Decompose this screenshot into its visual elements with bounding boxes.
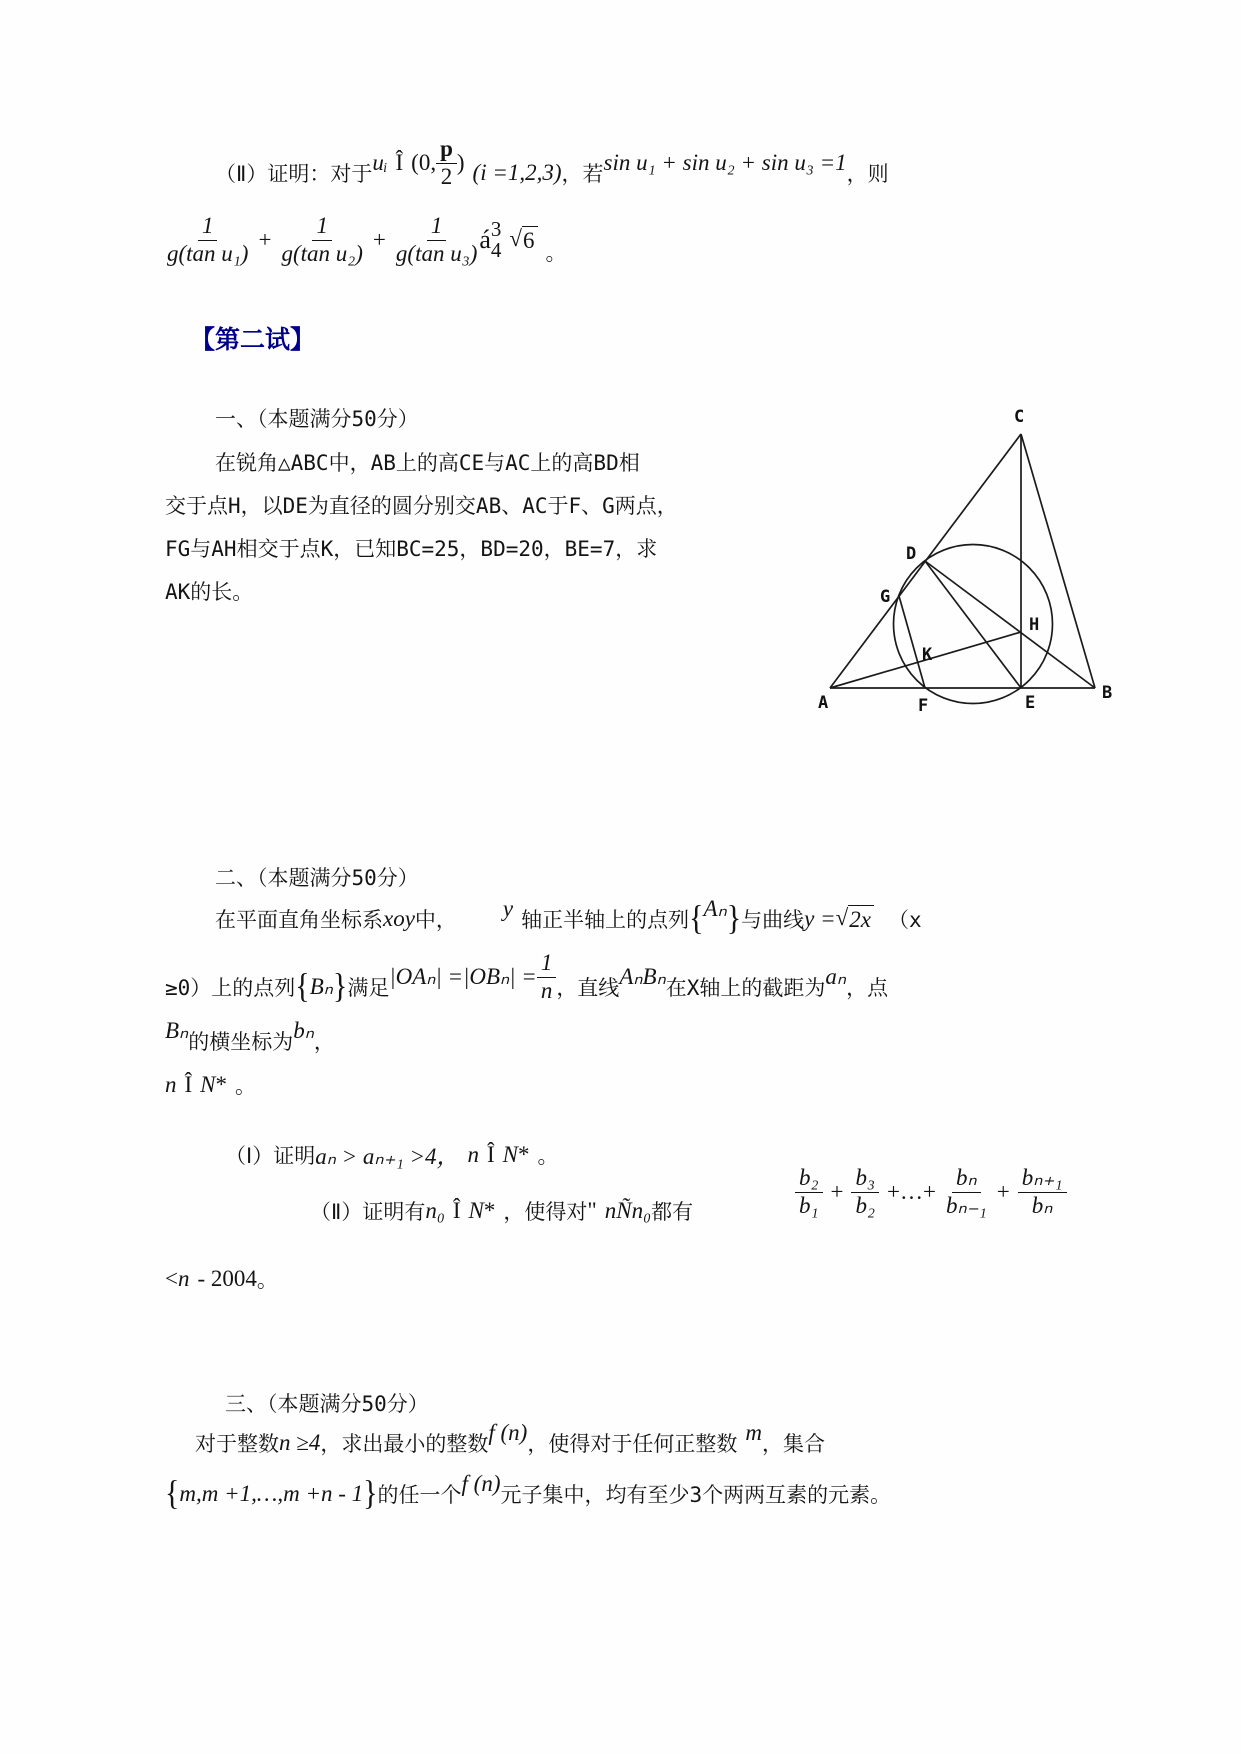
brace-close: } (332, 967, 348, 1006)
pi-symbol: p (436, 136, 457, 163)
element-of-symbol: Î (184, 1072, 193, 1097)
less-than: < (165, 1266, 178, 1291)
frac-1-gtanu1: $\frac{1}{\text{g(tan u₁)}}$ (167, 213, 249, 266)
set-N: N (468, 1198, 484, 1223)
altitude-BD (925, 561, 1095, 688)
label-F: F (918, 696, 929, 714)
var-n: n (177, 1266, 190, 1291)
var-n: n (165, 1072, 177, 1097)
plus-sign: + (258, 227, 272, 252)
problem2-fraction-sum (795, 1146, 1067, 1238)
var-an: aₙ (825, 964, 847, 989)
if-word: 若 (582, 162, 604, 186)
integer-set: m,m +1,…,m +n - 1 (179, 1481, 364, 1506)
label-G: G (880, 587, 891, 607)
curve-eq: y = (804, 906, 836, 931)
sqrt-2x: √ 2x (836, 905, 874, 933)
period: 。 (235, 1074, 257, 1098)
var-m: m (745, 1420, 762, 1445)
period: 。 (545, 241, 567, 265)
problem2-part1: （Ⅰ）证明 aₙ > aₙ₊₁ >4， n Î N * 。 (225, 1138, 558, 1171)
intro-line-1 (215, 136, 889, 206)
star: * (517, 1141, 530, 1167)
star: * (483, 1198, 496, 1223)
var-xoy: xoy (383, 906, 415, 931)
problem2-conclusion (165, 1264, 278, 1294)
section-heading: 【第二试】 (190, 325, 316, 354)
problem2-title: 二、（本题满分50分） (215, 866, 419, 890)
frac-bn1-bn: $\frac{\text{bₙ₊₁}}{\text{bₙ}}$ (1018, 1165, 1067, 1219)
minus-2004: - 2004 (197, 1266, 257, 1291)
sqrt-6: √ 6 (509, 226, 537, 254)
segment-BC (1021, 434, 1095, 688)
segment-DE (925, 561, 1021, 688)
problem3-line1: 对于整数 n ≥4 ，求出最小的整数 f (n) ，使得对于任何正整数 m ，集合 (195, 1420, 825, 1456)
label-D: D (906, 544, 917, 564)
element-of-symbol: Î (395, 150, 404, 175)
var-bn: bₙ (293, 1018, 314, 1043)
then-word: ，则 (846, 162, 889, 186)
n-geq-4: n ≥4 (279, 1430, 321, 1455)
star: * (215, 1072, 228, 1097)
n-greater-n0: nÑn₀ (604, 1198, 652, 1223)
line-AnBn: AₙBₙ (619, 964, 666, 989)
frac-1-gtanu3: $\frac{1}{\text{g(tan u₃)}}$ (395, 213, 478, 266)
frac-b2-b1: $\frac{\text{b₂}}{\text{b₁}}$ (795, 1165, 823, 1219)
var-n: n (467, 1141, 479, 1167)
problem1-title: 一、（本题满分50分） (215, 407, 419, 431)
intro-line-2 (165, 205, 567, 275)
brace-open: { (689, 899, 704, 938)
plus-sign: + (830, 1179, 844, 1204)
inequality-symbol: á (479, 225, 491, 254)
set-N: N (200, 1072, 216, 1097)
label-H: H (1029, 615, 1040, 635)
problem3-line2: { m,m +1,…,m +n - 1 } 的任一个 f (n) 元子集中，均有至少3个两两互素的元素。 (165, 1471, 892, 1513)
problem2-part2: （Ⅱ）证明有 n₀ Î N * ，使得对 " nÑn₀ 都有 (310, 1198, 694, 1224)
brace-open: { (295, 967, 310, 1006)
problem2-line3: Bₙ 的横坐标为 bₙ ， (165, 1018, 335, 1054)
element-of-symbol: Î (486, 1141, 495, 1167)
brace-open: { (165, 1474, 180, 1513)
frac-1-gtanu2: $\frac{1}{\text{g(tan u₂)}}$ (281, 213, 363, 266)
plus-sign: + (996, 1179, 1010, 1204)
three-fourths: 3 4 (490, 217, 502, 262)
problem3-title: 三、（本题满分50分） (225, 1392, 429, 1416)
set-N: N (502, 1141, 518, 1167)
frac-bn-bn-1: $\frac{\text{bₙ}}{\text{bₙ₋₁}}$ (945, 1165, 987, 1218)
period: 。 (256, 1268, 278, 1292)
label-E: E (1025, 693, 1036, 713)
seq-An: Aₙ (703, 896, 727, 921)
interval-close: ) (456, 150, 465, 175)
brace-close: } (726, 899, 742, 938)
var-Bn: Bₙ (165, 1018, 189, 1043)
problem2-line2: ≥0）上的点列 { Bₙ } 满足 |OAₙ| =|OBₙ| = $\frac{1}{n}$ ，直线 AₙBₙ 在X轴上的截距为 aₙ ，点 (165, 950, 889, 1006)
problem1-line4: AK的长。 (165, 580, 254, 604)
forall-symbol: " (587, 1198, 597, 1223)
f-of-n: f (n) (488, 1420, 528, 1445)
plus-dots-plus: +…+ (886, 1179, 936, 1204)
problem2-line1: 在平面直角坐标系 xoy 中， y 轴正半轴上的点列 { Aₙ } 与曲线 y = √ 2x （x (215, 896, 922, 938)
label-B: B (1102, 683, 1113, 703)
pi-over-2: $\frac{p}{2}$ (436, 136, 457, 190)
brace-close: } (363, 1474, 378, 1513)
u-sub-i: uᵢ (372, 150, 388, 175)
var-n0: n₀ (425, 1198, 445, 1223)
f-of-n: f (n) (461, 1471, 501, 1496)
an-inequality: aₙ > aₙ₊₁ >4， (315, 1144, 460, 1169)
problem1-line1: 在锐角△ABC中，AB上的高CE与AC上的高BD相 (215, 451, 640, 475)
label-K: K (922, 645, 933, 665)
intro-lead: （Ⅱ）证明：对于 (215, 162, 373, 186)
interval-open: (0, (411, 150, 437, 175)
element-of-symbol: Î (452, 1198, 461, 1223)
plus-sign: + (372, 227, 386, 252)
problem1-line3: FG与AH相交于点K，已知BC=25，BD=20，BE=7，求 (165, 537, 658, 561)
period: 。 (537, 1143, 559, 1168)
label-C: C (1014, 407, 1025, 427)
problem1-line2: 交于点H，以DE为直径的圆分别交AB、AC于F、G两点， (165, 494, 678, 518)
seq-Bn: Bₙ (309, 974, 333, 999)
norm-equation: |OAₙ| =|OBₙ| = (389, 964, 537, 989)
sin-sum-equation: sin u₁ + sin u₂ + sin u₃ =1 (603, 150, 847, 175)
problem2-line4 (165, 1070, 256, 1100)
label-A: A (818, 693, 829, 713)
triangle-figure (818, 402, 1120, 714)
frac-b3-b2: $\frac{\text{b₃}}{\text{b₂}}$ (851, 1165, 879, 1219)
comma: ， (561, 162, 583, 186)
var-y: y (502, 896, 514, 921)
index-range: (i =1,2,3) (472, 160, 562, 185)
frac-1-n: $\frac{1}{n}$ (537, 950, 557, 1004)
